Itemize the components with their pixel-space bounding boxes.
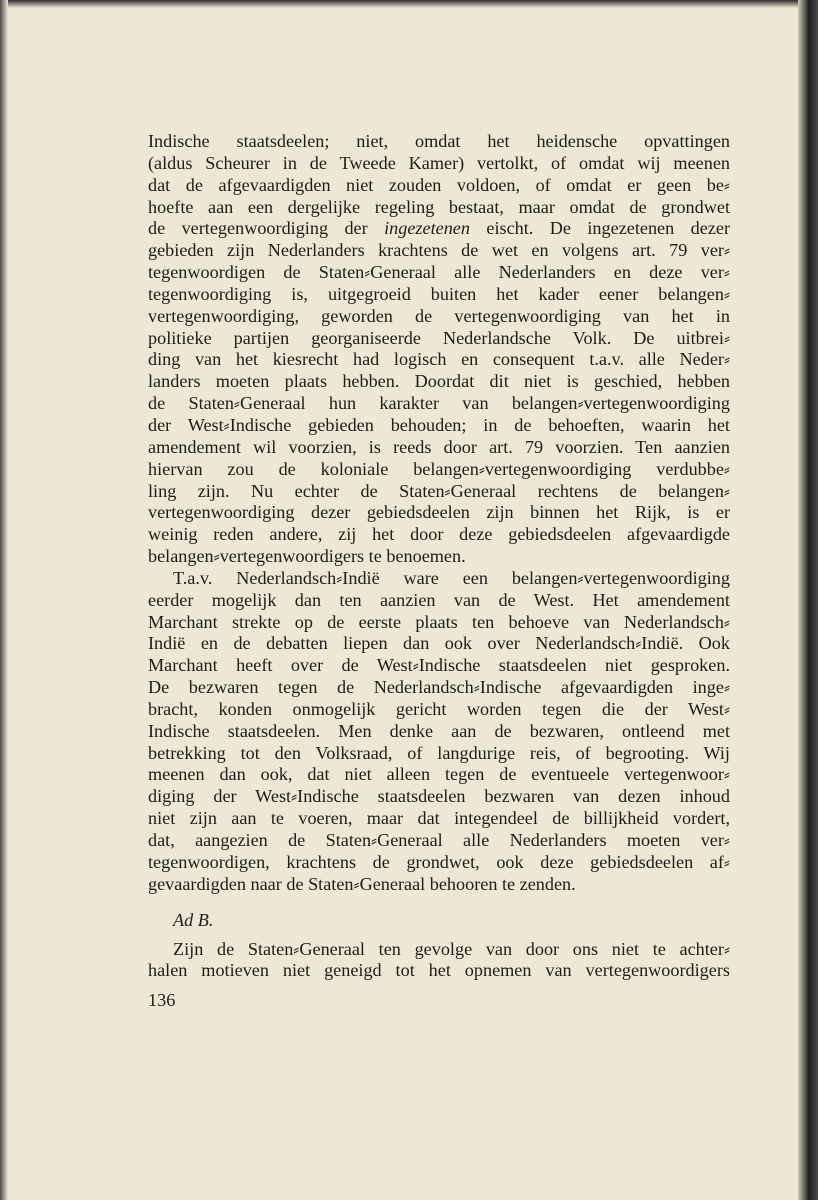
text-line: diging der West⸗Indische staatsdeelen bezwaren van dezen inhoud bbox=[148, 786, 730, 807]
text-line: gevaardigden naar de Staten⸗Generaal behooren te zenden. bbox=[148, 873, 576, 894]
text-line: weinig reden andere, zij het door deze gebiedsdeelen afgevaardigde bbox=[148, 524, 730, 545]
text-line: landers moeten plaats hebben. Doordat dit niet is geschied, hebben bbox=[148, 371, 730, 392]
body-text bbox=[148, 131, 730, 982]
text-line: de Staten⸗Generaal hun karakter van belangen⸗vertegenwoordiging bbox=[148, 393, 730, 414]
text-line: T.a.v. Nederlandsch⸗Indië ware een belangen⸗vertegenwoordiging bbox=[173, 567, 730, 588]
text-line: Indische staatsdeelen; niet, omdat het heidensche opvattingen bbox=[148, 131, 730, 151]
paragraph-1 bbox=[148, 131, 730, 568]
text-line: gebieden zijn Nederlanders krachtens de wet en volgens art. 79 ver⸗ bbox=[148, 240, 730, 261]
emphasized-word: ingezetenen bbox=[384, 218, 470, 239]
text-line: belangen⸗vertegenwoordigers te benoemen. bbox=[148, 546, 466, 567]
text-line: Zijn de Staten⸗Generaal ten gevolge van door ons niet te achter⸗ bbox=[173, 938, 730, 959]
text-line: tegenwoordigen, krachtens de grondwet, ook deze gebiedsdeelen af⸗ bbox=[148, 851, 730, 872]
text-line: vertegenwoordiging dezer gebiedsdeelen zijn binnen het Rijk, is er bbox=[148, 502, 730, 523]
book-spine bbox=[798, 0, 818, 1200]
text-segment: eischt. De ingezetenen dezer bbox=[469, 218, 731, 239]
text-line: halen motieven niet geneigd tot het opnemen van vertegenwoordigers bbox=[148, 960, 730, 981]
text-line: Indië en de debatten liepen dan ook over Nederlandsch⸗Indië. Ook bbox=[148, 633, 730, 654]
text-line: amendement wil voorzien, is reeds door art. 79 voorzien. Ten aanzien bbox=[148, 436, 730, 457]
text-line: dat, aangezien de Staten⸗Generaal alle Nederlanders moeten ver⸗ bbox=[148, 830, 730, 850]
page-left-shadow bbox=[0, 0, 8, 1200]
page-top-shadow bbox=[0, 0, 798, 8]
text-line: (aldus Scheurer in de Tweede Kamer) vertolkt, of omdat wij meenen bbox=[148, 152, 730, 173]
text-line: ling zijn. Nu echter de Staten⸗Generaal rechtens de belangen⸗ bbox=[148, 480, 730, 501]
text-line: der West⸗Indische gebieden behouden; in de behoeften, waarin het bbox=[148, 414, 730, 435]
text-line: Indische staatsdeelen. Men denke aan de bezwaren, ontleend met bbox=[148, 720, 730, 741]
text-line: Marchant strekte op de eerste plaats ten behoeve van Nederlandsch⸗ bbox=[148, 611, 730, 632]
text-line: De bezwaren tegen de Nederlandsch⸗Indische afgevaardigden inge⸗ bbox=[148, 677, 730, 698]
text-line: meenen dan ook, dat niet alleen tegen de eventueele vertegenwoor⸗ bbox=[148, 764, 730, 785]
text-line: eerder mogelijk dan ten aanzien van de West. Het amendement bbox=[148, 589, 730, 610]
text-line bbox=[148, 218, 730, 240]
text-line: tegenwoordigen de Staten⸗Generaal alle Nederlanders en deze ver⸗ bbox=[148, 262, 730, 283]
text-line: betrekking tot den Volksraad, of langdurige reis, of begrooting. Wij bbox=[148, 742, 730, 763]
text-line: hoefte aan een dergelijke regeling bestaat, maar omdat de grondwet bbox=[148, 196, 730, 217]
text-line: niet zijn aan te voeren, maar dat integendeel de billijkheid vordert, bbox=[148, 808, 730, 829]
text-line: ding van het kiesrecht had logisch en consequent t.a.v. alle Neder⸗ bbox=[148, 349, 730, 370]
text-segment: de vertegenwoordiging der bbox=[148, 218, 385, 239]
text-line: vertegenwoordiging, geworden de vertegenwoordiging van het in bbox=[148, 305, 730, 326]
text-line: bracht, konden onmogelijk gericht worden tegen die der West⸗ bbox=[148, 698, 730, 719]
text-line: Marchant heeft over de West⸗Indische staatsdeelen niet gesproken. bbox=[148, 655, 730, 676]
paragraph-2 bbox=[148, 568, 730, 896]
text-line: tegenwoordiging is, uitgegroeid buiten het kader eener belangen⸗ bbox=[148, 283, 730, 304]
paragraph-3 bbox=[148, 939, 730, 983]
text-line: politieke partijen georganiseerde Nederlandsche Volk. De uitbrei⸗ bbox=[148, 327, 730, 348]
text-line: hiervan zou de koloniale belangen⸗vertegenwoordiging verdubbe⸗ bbox=[148, 458, 730, 479]
text-line: dat de afgevaardigden niet zouden voldoen, of omdat er geen be⸗ bbox=[148, 174, 730, 195]
section-heading: Ad B. bbox=[173, 909, 214, 930]
page-number: 136 bbox=[148, 990, 176, 1010]
